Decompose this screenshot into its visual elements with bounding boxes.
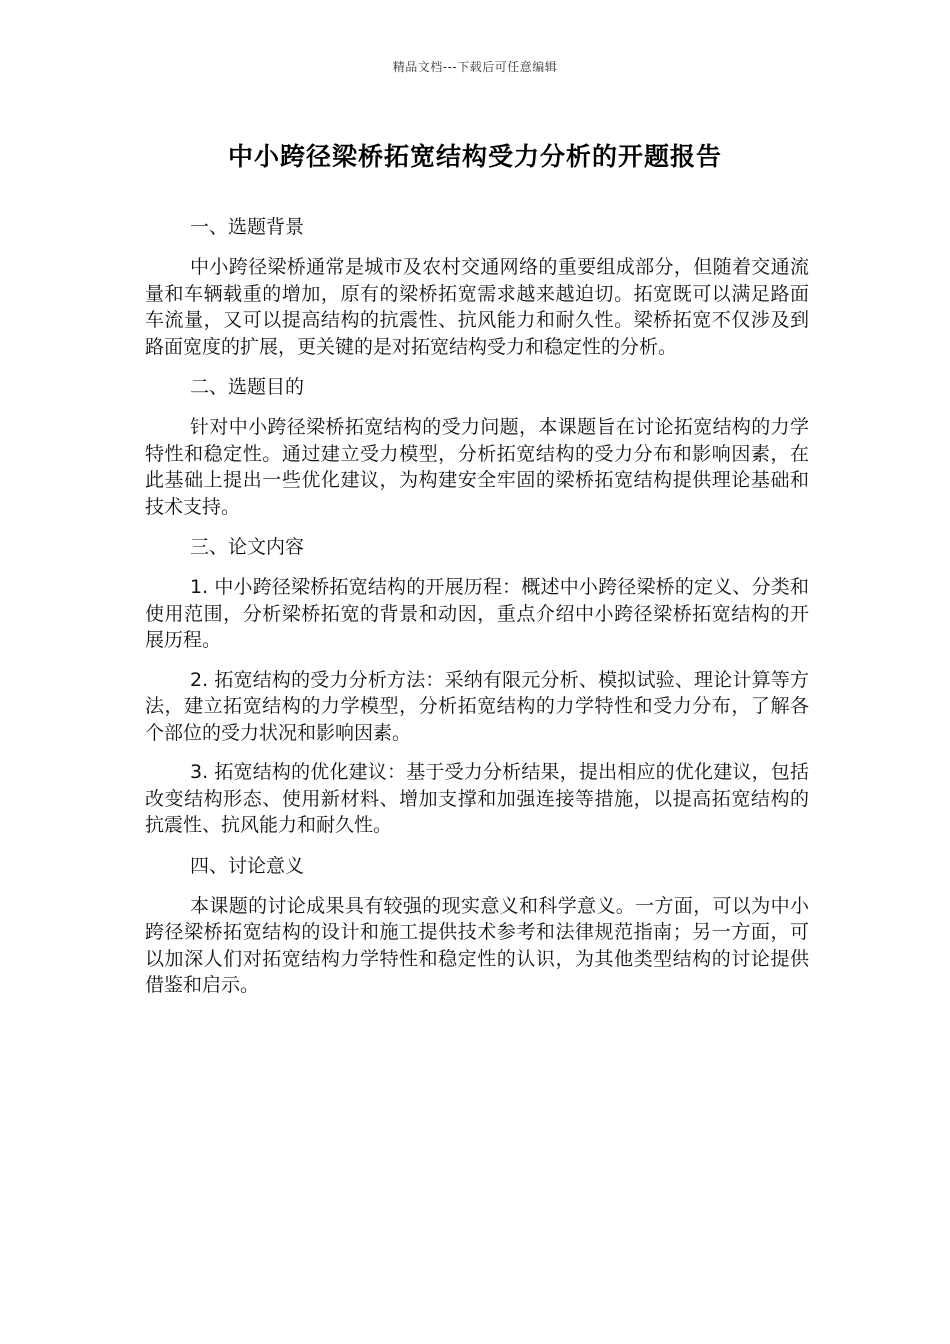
section-heading: 三、论文内容	[190, 536, 305, 558]
paragraph: 3. 拓宽结构的优化建议：基于受力分析结果，提出相应的优化建议，包括改变结构形态、使用新材料、增加支撑和加强连接等措施，以提高拓宽结构的抗震性、抗风能力和耐久性。	[145, 761, 809, 836]
section-background	[145, 213, 809, 360]
paragraph: 中小跨径梁桥通常是城市及农村交通网络的重要组成部分，但随着交通流量和车辆载重的增加，原有的梁桥拓宽需求越来越迫切。拓宽既可以满足路面车流量，又可以提高结构的抗震性、抗风能力和耐久性。梁桥拓宽不仅涉及到路面宽度的扩展，更关键的是对拓宽结构受力和稳定性的分析。	[145, 256, 809, 358]
section-significance	[145, 852, 809, 999]
section-heading: 四、讨论意义	[190, 854, 305, 877]
paragraph: 2. 拓宽结构的受力分析方法：采纳有限元分析、模拟试验、理论计算等方法，建立拓宽结构的力学模型，分析拓宽结构的力学特性和受力分布，了解各个部位的受力状况和影响因素。	[145, 668, 809, 744]
header-note: 精品文档---下载后可任意编辑	[392, 60, 558, 74]
paragraph: 针对中小跨径梁桥拓宽结构的受力问题，本课题旨在讨论拓宽结构的力学特性和稳定性。通过建立受力模型，分析拓宽结构的受力分布和影响因素，在此基础上提出一些优化建议，为构建安全牢固的梁桥拓宽结构提供理论基础和技术支持。	[145, 416, 809, 518]
paragraph: 1. 中小跨径梁桥拓宽结构的开展历程：概述中小跨径梁桥的定义、分类和使用范围，分析梁桥拓宽的背景和动因，重点介绍中小跨径梁桥拓宽结构的开展历程。	[145, 576, 809, 651]
section-purpose	[145, 373, 809, 520]
document-body	[145, 213, 809, 1012]
paragraph: 本课题的讨论成果具有较强的现实意义和科学意义。一方面，可以为中小跨径梁桥拓宽结构的设计和施工提供技术参考和法律规范指南；另一方面，可以加深人们对拓宽结构力学特性和稳定性的认识，为其他类型结构的讨论提供借鉴和启示。	[145, 894, 809, 996]
section-heading: 二、选题目的	[190, 376, 305, 398]
section-heading: 一、选题背景	[190, 216, 305, 238]
document-title: 中小跨径梁桥拓宽结构受力分析的开题报告	[227, 142, 722, 171]
section-content	[145, 533, 809, 839]
